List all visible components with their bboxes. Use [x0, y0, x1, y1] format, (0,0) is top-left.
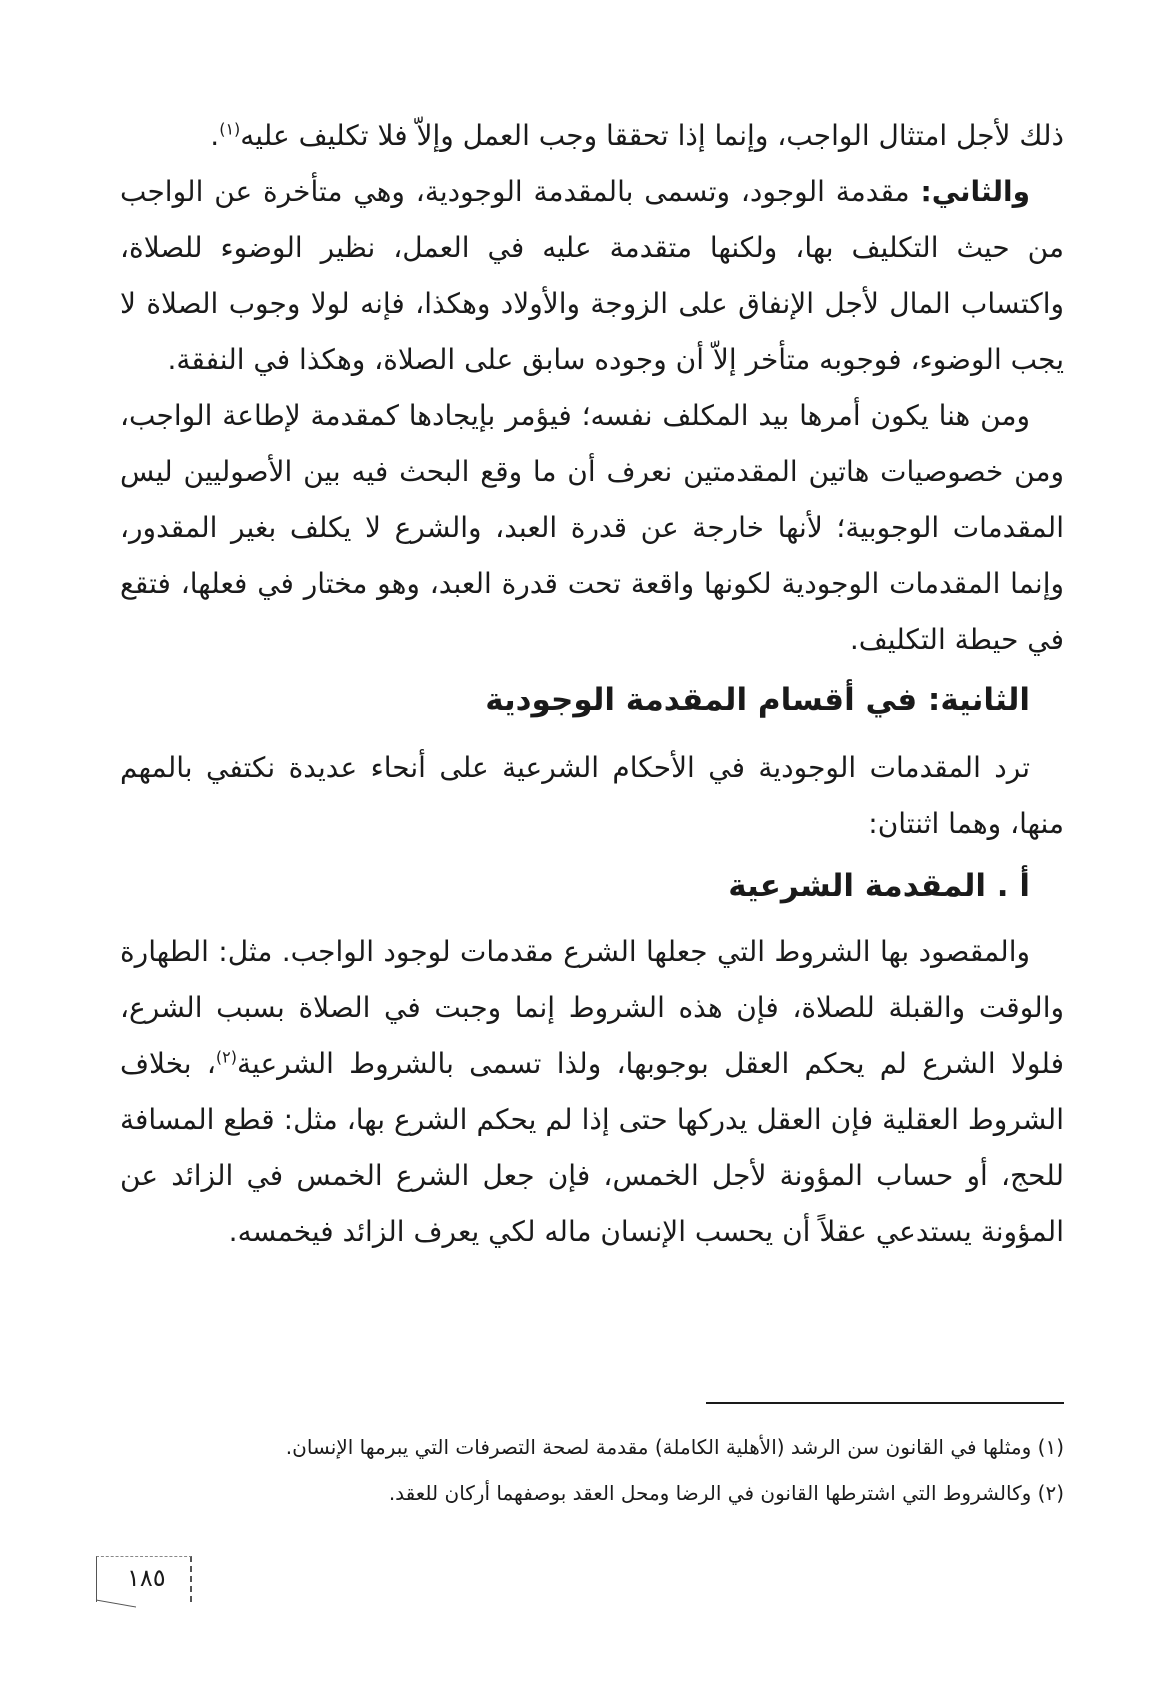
footnote-ref-2[interactable]: (٢): [215, 1047, 237, 1067]
paragraph-4: ترد المقدمات الوجودية في الأحكام الشرعية على أنحاء عديدة نكتفي بالمهم منها، وهما اثنتان:: [120, 751, 1064, 840]
paragraph-2-text: مقدمة الوجود، وتسمى بالمقدمة الوجودية، وهي متأخرة عن الواجب من حيث التكليف بها، ولكنها متقدمة عليه في العمل، نظير الوضوء للصلاة، واكتساب المال لأجل الإنفاق على الزوجة والأولاد وهكذا، فإنه لولا وجوب الصلاة لا يجب الوضوء، فوجوبه متأخر إلاّ أن وجوده سابق على الصلاة، وهكذا في النفقة.: [120, 175, 1064, 376]
paragraph-1-end: .: [210, 119, 220, 152]
section-heading: الثانية: في أقسام المقدمة الوجودية: [485, 682, 1030, 718]
subsection-heading: أ . المقدمة الشرعية: [728, 868, 1030, 904]
page-number: ١٨٥: [127, 1564, 166, 1592]
paragraph-2-lead: والثاني:: [920, 175, 1030, 208]
paragraph-5-text-a: والمقصود بها الشروط التي جعلها الشرع مقدمات لوجود الواجب. مثل: الطهارة والوقت والقبلة للصلاة، فإن هذه الشروط إنما وجبت في الصلاة بسبب الشرع، فلولا الشرع لم يحكم العقل بوجوبها، ولذا تسمى بالشروط الشرعية: [120, 935, 1064, 1080]
paragraph-5-text-b: ، بخلاف الشروط العقلية فإن العقل يدركها حتى إذا لم يحكم الشرع بها، مثل: قطع المسافة للحج، أو حساب المؤونة لأجل الخمس، فإن جعل الشرع الخمس في الزائد عن المؤونة يستدعي عقلاً أن يحسب الإنسان ماله لكي يعرف الزائد فيخمسه.: [120, 1047, 1064, 1248]
page-number-badge: [96, 1556, 192, 1602]
paragraph-3: ومن هنا يكون أمرها بيد المكلف نفسه؛ فيؤمر بإيجادها كمقدمة لإطاعة الواجب، ومن خصوصيات هاتين المقدمتين نعرف أن ما وقع البحث فيه بين الأصوليين ليس المقدمات الوجوبية؛ لأنها خارجة عن قدرة العبد، والشرع لا يكلف بغير المقدور، وإنما المقدمات الوجودية لكونها واقعة تحت قدرة العبد، وهو مختار في فعلها، فتقع في حيطة التكليف.: [120, 399, 1064, 656]
footnote-ref-1[interactable]: (١): [219, 119, 241, 139]
footnote-1: (١) ومثلها في القانون سن الرشد (الأهلية الكاملة) مقدمة لصحة التصرفات التي يبرمها الإنسان.: [285, 1435, 1064, 1459]
paragraph-1: [120, 108, 1064, 164]
paragraph-2: [120, 164, 1064, 388]
footnote-2: (٢) وكالشروط التي اشترطها القانون في الرضا ومحل العقد بوصفهما أركان للعقد.: [388, 1481, 1064, 1505]
paragraph-1-text: ذلك لأجل امتثال الواجب، وإنما إذا تحققا وجب العمل وإلاّ فلا تكليف عليه: [240, 119, 1064, 152]
paragraph-5: [120, 924, 1064, 1260]
footnote-divider: [706, 1402, 1064, 1404]
footnotes: [120, 1424, 1064, 1516]
